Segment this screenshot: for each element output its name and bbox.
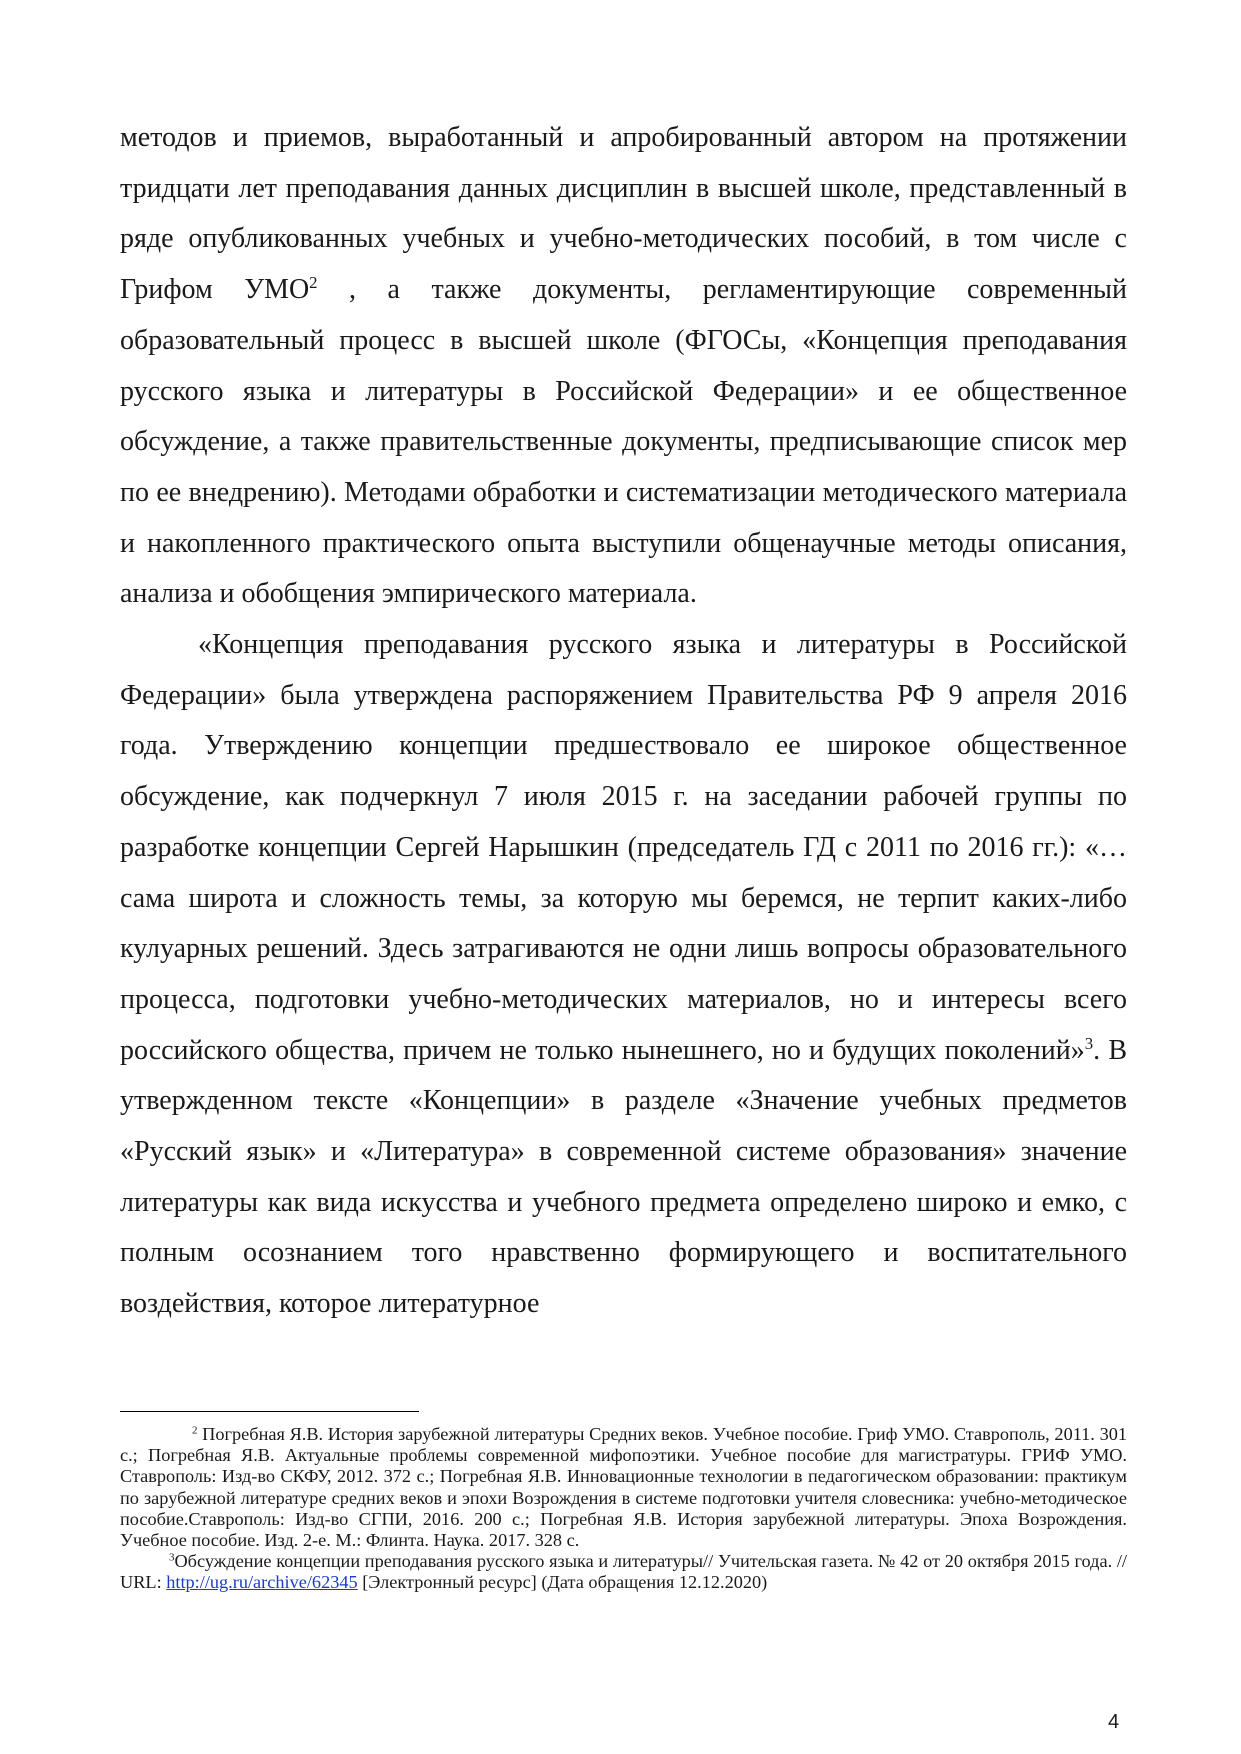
paragraph-1-continuation: , а также документы, регламентирующие современный образовательный процесс в высшей школе (ФГОСы, «Концепция преподавания русского языка и литературы в Российской Федерации» и ее общественное обсуждение, а также правительственные документы, предписывающие список мер по ее внедрению). Методами обработки и систематизации методического материала и накопленного практического опыта выступили общенаучные методы описания, анализа и обобщения эмпирического материала. (120, 274, 1127, 610)
footnote-ref-2: 2 (309, 273, 318, 293)
footnote-2 (120, 1424, 1127, 1551)
footnotes (120, 1424, 1127, 1594)
footnote-3-tail: [Электронный ресурс] (Дата обращения 12.12.2020) (357, 1572, 768, 1593)
paragraph-1 (120, 113, 1127, 620)
footnote-3-marker: 3 (169, 1551, 175, 1564)
footnote-ref-3: 3 (1084, 1033, 1094, 1053)
paragraph-2 (120, 620, 1127, 1330)
footnote-3-text: Обсуждение концепции преподавания русского языка и литературы// Учительская газета. № 42 от 20 октября 2015 года. // URL: (120, 1551, 1127, 1593)
paragraph-2-text: «Концепция преподавания русского языка и литературы в Российской Федерации» была утверждена распоряжением Правительства РФ 9 апреля 2016 года. Утверждению концепции предшествовало ее широкое общественное обсуждение, как подчеркнул 7 июля 2015 г. на заседании рабочей группы по разработке концепции Сергей Нарышкин (председатель ГД с 2011 по 2016 гг.): «…сама широта и сложность темы, за которую мы беремся, не терпит каких-либо кулуарных решений. Здесь затрагиваются не одни лишь вопросы образовательного процесса, подготовки учебно-методических материалов, но и интересы всего российского общества, причем не только нынешнего, но и будущих поколений» (120, 629, 1127, 1066)
footnote-3 (120, 1551, 1127, 1593)
footnote-2-text: Погребная Я.В. История зарубежной литературы Средних веков. Учебное пособие. Гриф УМО. Ставрополь, 2011. 301 с.; Погребная Я.В. Актуальные проблемы современной мифопоэтики. Учебное пособие для магистратуры. ГРИФ УМО. Ставрополь: Изд-во СКФУ, 2012. 372 с.; Погребная Я.В. Инновационные технологии в педагогическом образовании: практикум по зарубежной литературе средних веков и эпохи Возрождения в системе подготовки учителя словесника: учебно-методическое пособие.Ставрополь: Изд-во СГПИ, 2016. 200 с.; Погребная Я.В. История зарубежной литературы. Эпоха Возрождения. Учебное пособие. Изд. 2-е. М.: Флинта. Наука. 2017. 328 с. (120, 1424, 1127, 1551)
footnote-3-link[interactable]: http://ug.ru/archive/62345 (166, 1572, 358, 1593)
footnote-2-marker: 2 (192, 1424, 198, 1437)
footnote-separator (120, 1411, 419, 1412)
paragraph-2-continuation: . В утвержденном тексте «Концепции» в разделе «Значение учебных предметов «Русский язык» и «Литература» в современной системе образования» значение литературы как вида искусства и учебного предмета определено широко и емко, с полным осознанием того нравственно формирующего и воспитательного воздействия, которое литературное (120, 1034, 1127, 1320)
paragraph-1-text: методов и приемов, выработанный и апробированный автором на протяжении тридцати лет преподавания данных дисциплин в высшей школе, представленный в ряде опубликованных учебных и учебно-методических пособий, в том числе с Грифом УМО (120, 122, 1127, 306)
page-number: 4 (1108, 1711, 1120, 1733)
body-text (120, 113, 1127, 1330)
